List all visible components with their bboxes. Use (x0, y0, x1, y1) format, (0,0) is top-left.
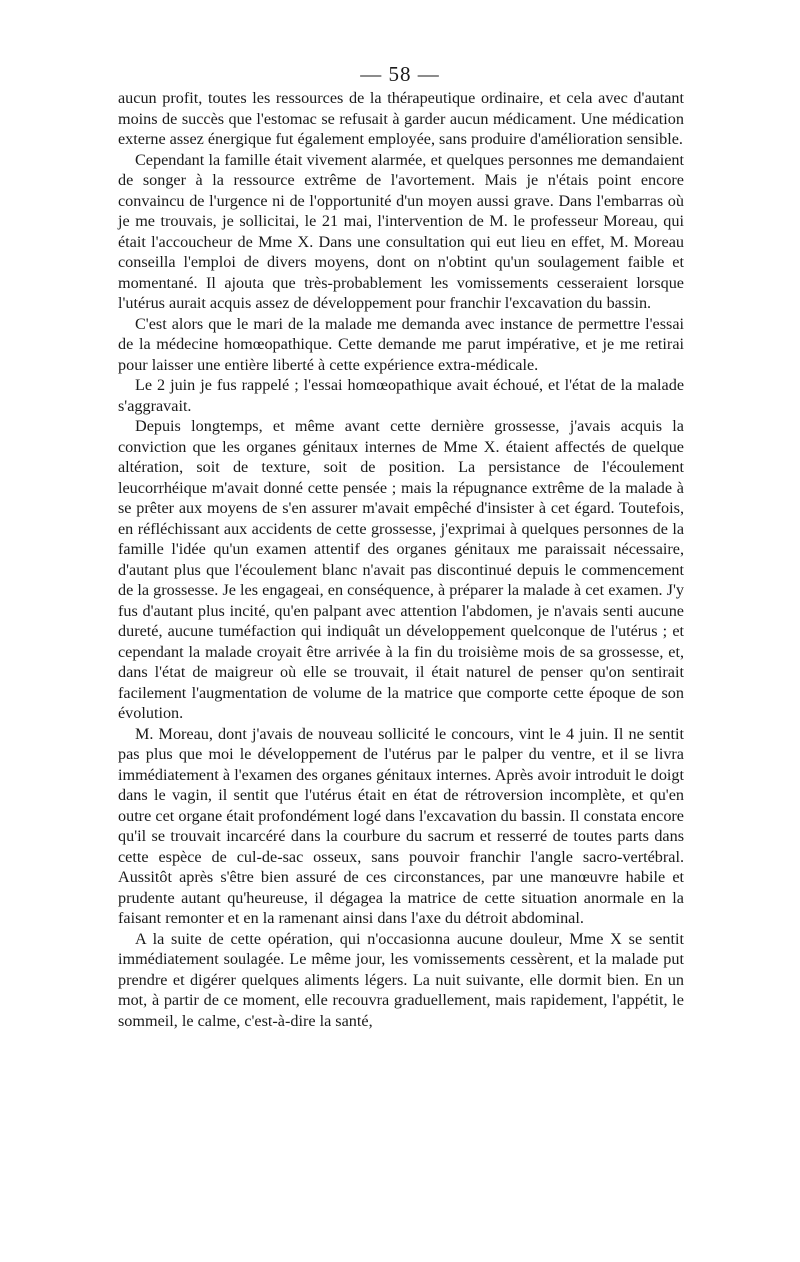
paragraph-relief: A la suite de cette opération, qui n'occasionna aucune douleur, Mme X se sentit immédiatement soulagée. Le même jour, les vomissements cessèrent, et la malade put prendre et digérer quelques aliments légers. La nuit suivante, elle dormit bien. En un mot, à partir de ce moment, elle recouvra graduellement, mais rapidement, l'appétit, le sommeil, le calme, c'est-à-dire la santé, (118, 929, 684, 1030)
paragraph-continuation: aucun profit, toutes les ressources de la thérapeutique ordinaire, et cela avec d'autant moins de succès que l'estomac se refusait à garder aucun médicament. Une médication externe assez énergique fut également employée, sans produire d'amélioration sensible. (118, 89, 684, 148)
page-number: — 58 — (360, 62, 440, 86)
paragraph-moreau-exam: M. Moreau, dont j'avais de nouveau sollicité le concours, vint le 4 juin. Il ne sentit pas plus que moi le développement de l'utérus par le palper du ventre, et il se livra immédiatement à l'examen des organes génitaux internes. Après avoir introduit le doigt dans le vagin, il sentit que l'utérus était en état de rétroversion incomplète, et qu'en outre cet organe était profondément logé dans l'excavation du bassin. Il constata encore qu'il se trouvait incarcéré dans la courbure du sacrum et resserré de toutes parts dans cette espèce de cul-de-sac osseux, sans pouvoir franchir l'angle sacro-vertébral. Aussitôt après s'être bien assuré de ces circonstances, par une manœuvre habile et prudente autant qu'heureuse, il dégagea la matrice de cette situation anormale en la faisant remonter et en la ramenant ainsi dans l'axe du détroit abdominal. (118, 724, 684, 927)
page-body (118, 88, 684, 1031)
paragraph-homeopathy-request: C'est alors que le mari de la malade me demanda avec instance de permettre l'essai de la médecine homœopathique. Cette demande me parut impérative, et je me retirai pour laisser une entière liberté à cette expérience extra-médicale. (118, 314, 684, 374)
paragraph-conviction: Depuis longtemps, et même avant cette dernière grossesse, j'avais acquis la conviction que les organes génitaux internes de Mme X. étaient affectés de quelque altération, soit de texture, soit de position. La persistance de l'écoulement leucorrhéique m'avait donné cette pensée ; mais la répugnance extrême de la malade à se prêter aux moyens de s'en assurer m'avait empêché d'insister à cet égard. Toutefois, en réfléchissant aux accidents de cette grossesse, j'exprimai à quelques personnes de la famille l'idée qu'un examen attentif des organes génitaux me paraissait nécessaire, d'autant plus que l'écoulement blanc n'avait pas discontinué depuis le commencement de la grossesse. Je les engageai, en conséquence, à préparer la malade à cet examen. J'y fus d'autant plus incité, qu'en palpant avec attention l'abdomen, je n'avais senti aucune dureté, aucune tuméfaction qui indiquât un développement quelconque de l'utérus ; et cependant la malade croyait être arrivée à la fin du troisième mois de sa grossesse, et, dans l'état de maigreur où elle se trouvait, il était naturel de penser qu'on sentirait facilement l'augmentation de volume de la matrice que comporte cette époque de son évolution. (118, 417, 684, 722)
paragraph-june-2: Le 2 juin je fus rappelé ; l'essai homœopathique avait échoué, et l'état de la malade s'aggravait. (118, 376, 684, 415)
paragraph-family-alarm: Cependant la famille était vivement alarmée, et quelques personnes me demandaient de songer à la ressource extrême de l'avortement. Mais je n'étais point encore convaincu de l'urgence ni de l'opportunité d'un moyen aussi grave. Dans l'embarras où je me trouvais, je sollicitai, le 21 mai, l'intervention de M. le professeur Moreau, qui était l'accoucheur de Mme X. Dans une consultation qui eut lieu en effet, M. Moreau conseilla l'emploi de divers moyens, dont on n'obtint qu'un soulagement faible et momentané. Il ajouta que très-probablement les vomissements cesseraient lorsque l'utérus aurait acquis assez de développement pour franchir l'excavation du bassin. (118, 150, 684, 312)
